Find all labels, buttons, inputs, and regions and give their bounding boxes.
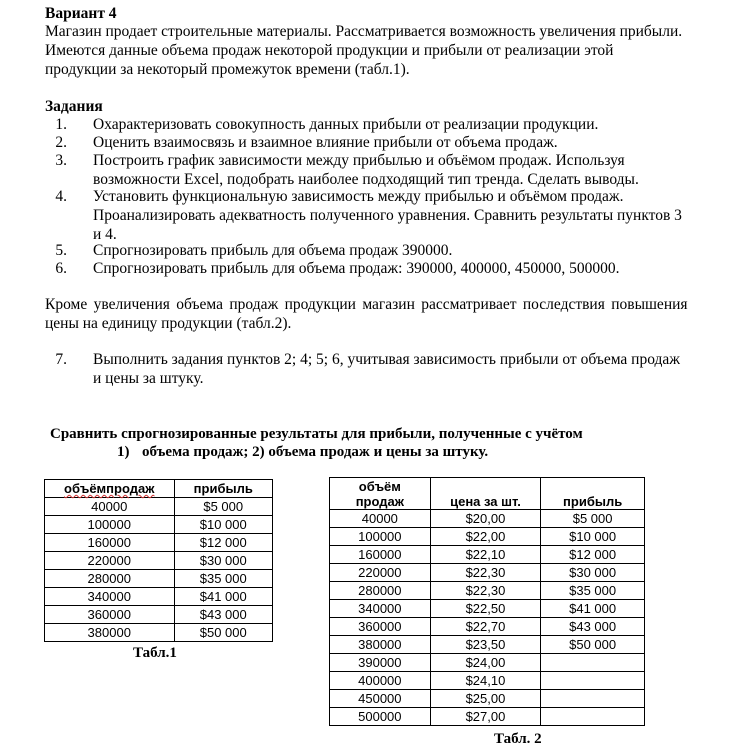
task-text: Спрогнозировать прибыль для объема продаж: 390000, 400000, 450000, 500000. bbox=[93, 260, 620, 277]
cell-profit: $35 000 bbox=[174, 570, 273, 588]
table-row bbox=[45, 570, 273, 588]
task-text: Оценить взаимосвязь и взаимное влияние прибыли от объема продаж. bbox=[93, 134, 558, 151]
cell-price: $24,00 bbox=[430, 654, 541, 672]
cell-volume: 100000 bbox=[330, 528, 431, 546]
cell-profit: $5 000 bbox=[541, 510, 645, 528]
task-item-1 bbox=[45, 115, 725, 134]
cell-volume: 360000 bbox=[330, 618, 431, 636]
cell-profit: $30 000 bbox=[174, 552, 273, 570]
cell-profit: $12 000 bbox=[541, 546, 645, 564]
table-2-caption: Табл. 2 bbox=[494, 731, 542, 747]
cell-volume: 400000 bbox=[330, 672, 431, 690]
table-row bbox=[45, 552, 273, 570]
task-text: возможности Excel, подобрать наиболее подходящий тип тренда. Сделать выводы. bbox=[93, 171, 639, 188]
cell-price: $22,70 bbox=[430, 618, 541, 636]
table-row-forecast bbox=[330, 708, 645, 726]
cell-profit bbox=[541, 690, 645, 708]
cell-price: $25,00 bbox=[430, 690, 541, 708]
cell-profit: $43 000 bbox=[541, 618, 645, 636]
compare-line-1: Сравнить спрогнозированные результаты для прибыли, полученные с учётом bbox=[50, 426, 583, 442]
task-number: 7. bbox=[55, 351, 67, 368]
table-1 bbox=[44, 479, 273, 642]
cell-profit: $10 000 bbox=[541, 528, 645, 546]
task-text: и цены за штуку. bbox=[93, 370, 204, 387]
cell-volume: 450000 bbox=[330, 690, 431, 708]
task-number: 6. bbox=[55, 260, 67, 277]
intro-line-1: Магазин продает строительные материалы. Рассматривается возможность увеличения прибыли. bbox=[45, 23, 683, 40]
cell-volume: 160000 bbox=[330, 546, 431, 564]
cell-price: $24,10 bbox=[430, 672, 541, 690]
column-header-volume: объёмпродаж bbox=[45, 480, 175, 498]
cell-volume: 340000 bbox=[45, 588, 175, 606]
cell-profit bbox=[541, 672, 645, 690]
table-row bbox=[330, 636, 645, 654]
cell-profit: $12 000 bbox=[174, 534, 273, 552]
table-2 bbox=[329, 477, 645, 726]
cell-price: $22,50 bbox=[430, 600, 541, 618]
table-row bbox=[330, 528, 645, 546]
task-item-7 bbox=[45, 350, 725, 388]
cell-profit: $5 000 bbox=[174, 498, 273, 516]
cell-profit: $30 000 bbox=[541, 564, 645, 582]
cell-profit bbox=[541, 654, 645, 672]
cell-volume: 220000 bbox=[330, 564, 431, 582]
table-row bbox=[45, 624, 273, 642]
cell-volume: 220000 bbox=[45, 552, 175, 570]
cell-price: $22,10 bbox=[430, 546, 541, 564]
table-row bbox=[330, 582, 645, 600]
table-row bbox=[45, 534, 273, 552]
task-number: 4. bbox=[55, 188, 67, 205]
cell-profit: $50 000 bbox=[541, 636, 645, 654]
table-row bbox=[45, 588, 273, 606]
cell-volume: 390000 bbox=[330, 654, 431, 672]
cell-volume: 40000 bbox=[330, 510, 431, 528]
cell-price: $23,50 bbox=[430, 636, 541, 654]
table-row bbox=[330, 618, 645, 636]
table-row bbox=[330, 546, 645, 564]
cell-price: $22,00 bbox=[430, 528, 541, 546]
table-header-row bbox=[330, 478, 645, 510]
cell-price: $22,30 bbox=[430, 582, 541, 600]
intro-line-3: продукции за некоторый промежуток времени (табл.1). bbox=[45, 61, 410, 78]
task-item-3 bbox=[45, 151, 725, 189]
task-number: 3. bbox=[55, 152, 67, 169]
cell-price: $27,00 bbox=[430, 708, 541, 726]
table-1-caption: Табл.1 bbox=[133, 645, 177, 661]
table-row bbox=[45, 516, 273, 534]
task-item-6 bbox=[45, 259, 725, 278]
table-row bbox=[45, 606, 273, 624]
cell-volume: 100000 bbox=[45, 516, 175, 534]
table-row bbox=[330, 600, 645, 618]
cell-volume: 380000 bbox=[45, 624, 175, 642]
compare-line-2: объема продаж; 2) объема продаж и цены за штуку. bbox=[142, 444, 489, 460]
cell-profit: $43 000 bbox=[174, 606, 273, 624]
task-item-2 bbox=[45, 133, 725, 152]
column-header-profit: прибыль bbox=[174, 480, 273, 498]
task-number: 5. bbox=[55, 242, 67, 259]
cell-profit bbox=[541, 708, 645, 726]
task-text: Установить функциональную зависимость между прибылью и объёмом продаж. bbox=[93, 188, 624, 205]
cell-volume: 500000 bbox=[330, 708, 431, 726]
task-text: Охарактеризовать совокупность данных прибыли от реализации продукции. bbox=[93, 116, 599, 133]
cell-volume: 340000 bbox=[330, 600, 431, 618]
cell-profit: $35 000 bbox=[541, 582, 645, 600]
paragraph-2-line-1: Кроме увеличения объема продаж продукции магазин рассматривает последствия повышения bbox=[45, 296, 688, 313]
table-header-row bbox=[45, 480, 273, 498]
cell-volume: 380000 bbox=[330, 636, 431, 654]
table-row bbox=[330, 564, 645, 582]
task-text: и 4. bbox=[93, 226, 117, 243]
cell-volume: 40000 bbox=[45, 498, 175, 516]
column-header-profit: прибыль bbox=[541, 478, 645, 510]
table-row bbox=[330, 510, 645, 528]
task-number: 1. bbox=[55, 116, 67, 133]
cell-volume: 160000 bbox=[45, 534, 175, 552]
cell-price: $22,30 bbox=[430, 564, 541, 582]
cell-profit: $50 000 bbox=[174, 624, 273, 642]
task-text: Проанализировать адекватность полученного уравнения. Сравнить результаты пунктов 3 bbox=[93, 207, 682, 224]
task-number: 2. bbox=[55, 134, 67, 151]
intro-line-2: Имеются данные объема продаж некоторой продукции и прибыли от реализации этой bbox=[45, 42, 614, 59]
column-header-volume: объём продаж bbox=[330, 478, 431, 510]
cell-profit: $41 000 bbox=[541, 600, 645, 618]
column-header-price: цена за шт. bbox=[430, 478, 541, 510]
tasks-heading: Задания bbox=[45, 98, 103, 115]
task-item-5 bbox=[45, 241, 725, 260]
table-row bbox=[45, 498, 273, 516]
task-text: Выполнить задания пунктов 2; 4; 5; 6, учитывая зависимость прибыли от объема продаж bbox=[93, 351, 680, 368]
variant-title: Вариант 4 bbox=[45, 5, 117, 22]
cell-volume: 280000 bbox=[330, 582, 431, 600]
cell-profit: $10 000 bbox=[174, 516, 273, 534]
cell-price: $20,00 bbox=[430, 510, 541, 528]
task-item-4 bbox=[45, 187, 725, 244]
cell-profit: $41 000 bbox=[174, 588, 273, 606]
table-row-forecast bbox=[330, 690, 645, 708]
table-row-forecast bbox=[330, 672, 645, 690]
table-row-forecast bbox=[330, 654, 645, 672]
cell-volume: 360000 bbox=[45, 606, 175, 624]
task-text: Спрогнозировать прибыль для объема продаж 390000. bbox=[93, 242, 453, 259]
task-text: Построить график зависимости между прибылью и объёмом продаж. Используя bbox=[93, 152, 625, 169]
paragraph-2-line-2: цены на единицу продукции (табл.2). bbox=[45, 315, 292, 332]
cell-volume: 280000 bbox=[45, 570, 175, 588]
compare-line-2-number: 1) bbox=[117, 444, 130, 460]
